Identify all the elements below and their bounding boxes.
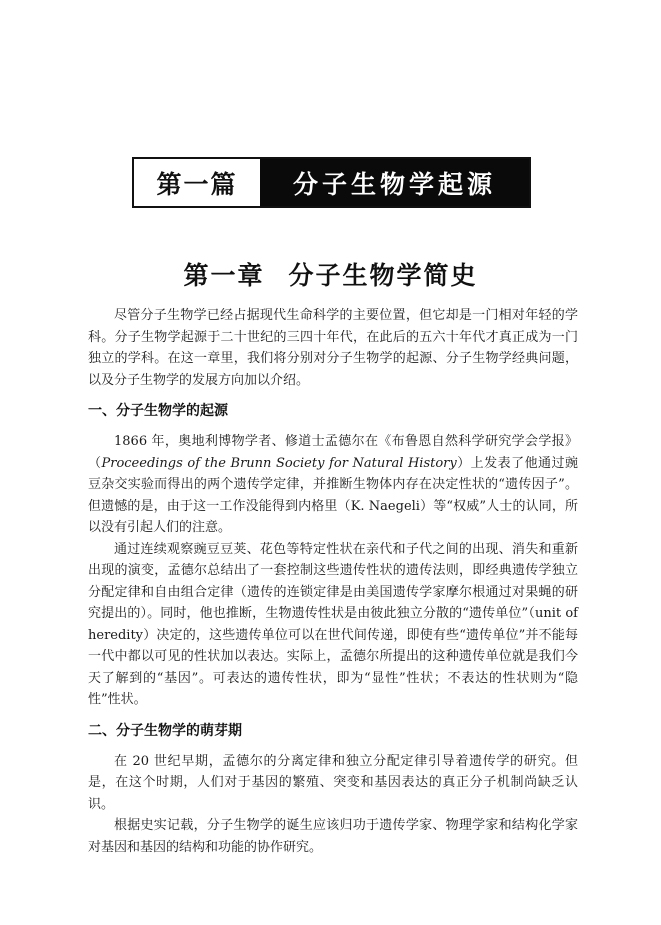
chapter-title xyxy=(0,256,661,292)
journal-latin-title: Proceedings of the Brunn Society for Natural History xyxy=(101,455,457,471)
chapter-name: 分子生物学简史 xyxy=(288,261,478,290)
body-text xyxy=(88,305,578,858)
section-budding-paragraph-2: 根据史实记载，分子生物学的诞生应该归功于遗传学家、物理学家和结构化学家对基因和基因的结构和功能的协作研究。 xyxy=(88,818,578,855)
section-origin-paragraph-2: 通过连续观察豌豆豆荚、花色等特定性状在亲代和子代之间的出现、消失和重新出现的演变，孟德尔总结出了一套控制这些遗传性状的遗传法则，即经典遗传学独立分配定律和自由组合定律（遗传的连锁定律是由美国遗传学家摩尔根通过对果蝇的研究提出的）。同时，他也推断，生物遗传性状是由彼此独立分散的“遗传单位”（unit of heredity）决定的，这些遗传单位可以在世代间传递，即使有些“遗传单位”并不能每一代中都以可见的性状加以表达。实际上，孟德尔所提出的这种遗传单位就是我们今天了解到的“基因”。可表达的遗传性状，即为“显性”性状；不表达的性状则为“隐性”性状。 xyxy=(88,541,578,707)
section-heading-budding: 二、分子生物学的萌芽期 xyxy=(88,722,242,739)
chapter-number: 第一章 xyxy=(183,261,265,290)
section-heading-origin: 一、分子生物学的起源 xyxy=(88,403,228,419)
paragraph-text: 1866 年，奥地利博物学者、修道士孟德尔在《布鲁恩自然科学研究学会学报》（ xyxy=(88,434,578,471)
paragraph-text: ）上发表了他通过豌豆杂交实验而得出的两个遗传学定律，并推断生物体内存在决定性状的“遗传因子”。但遗憾的是，由于这一工作没能得到内格里（K. Naegeli）等“权威”人士的认同，所以没有引起人们的注意。 xyxy=(88,455,578,535)
part-number: 第一篇 xyxy=(156,169,238,199)
part-title: 分子生物学起源 xyxy=(260,159,529,206)
section-origin-paragraph-1 xyxy=(88,431,578,539)
intro-paragraph: 尽管分子生物学已经占据现代生命科学的主要位置，但它却是一门相对年轻的学科。分子生物学起源于二十世纪的三四十年代，在此后的五六十年代才真正成为一门独立的学科。在这一章里，我们将分别对分子生物学的起源、分子生物学经典问题，以及分子生物学的发展方向加以介绍。 xyxy=(88,308,578,388)
part-banner xyxy=(132,157,531,208)
section-budding-paragraph-1: 在 20 世纪早期，孟德尔的分离定律和独立分配定律引导着遗传学的研究。但是，在这个时期，人们对于基因的繁殖、突变和基因表达的真正分子机制尚缺乏认识。 xyxy=(88,753,578,812)
